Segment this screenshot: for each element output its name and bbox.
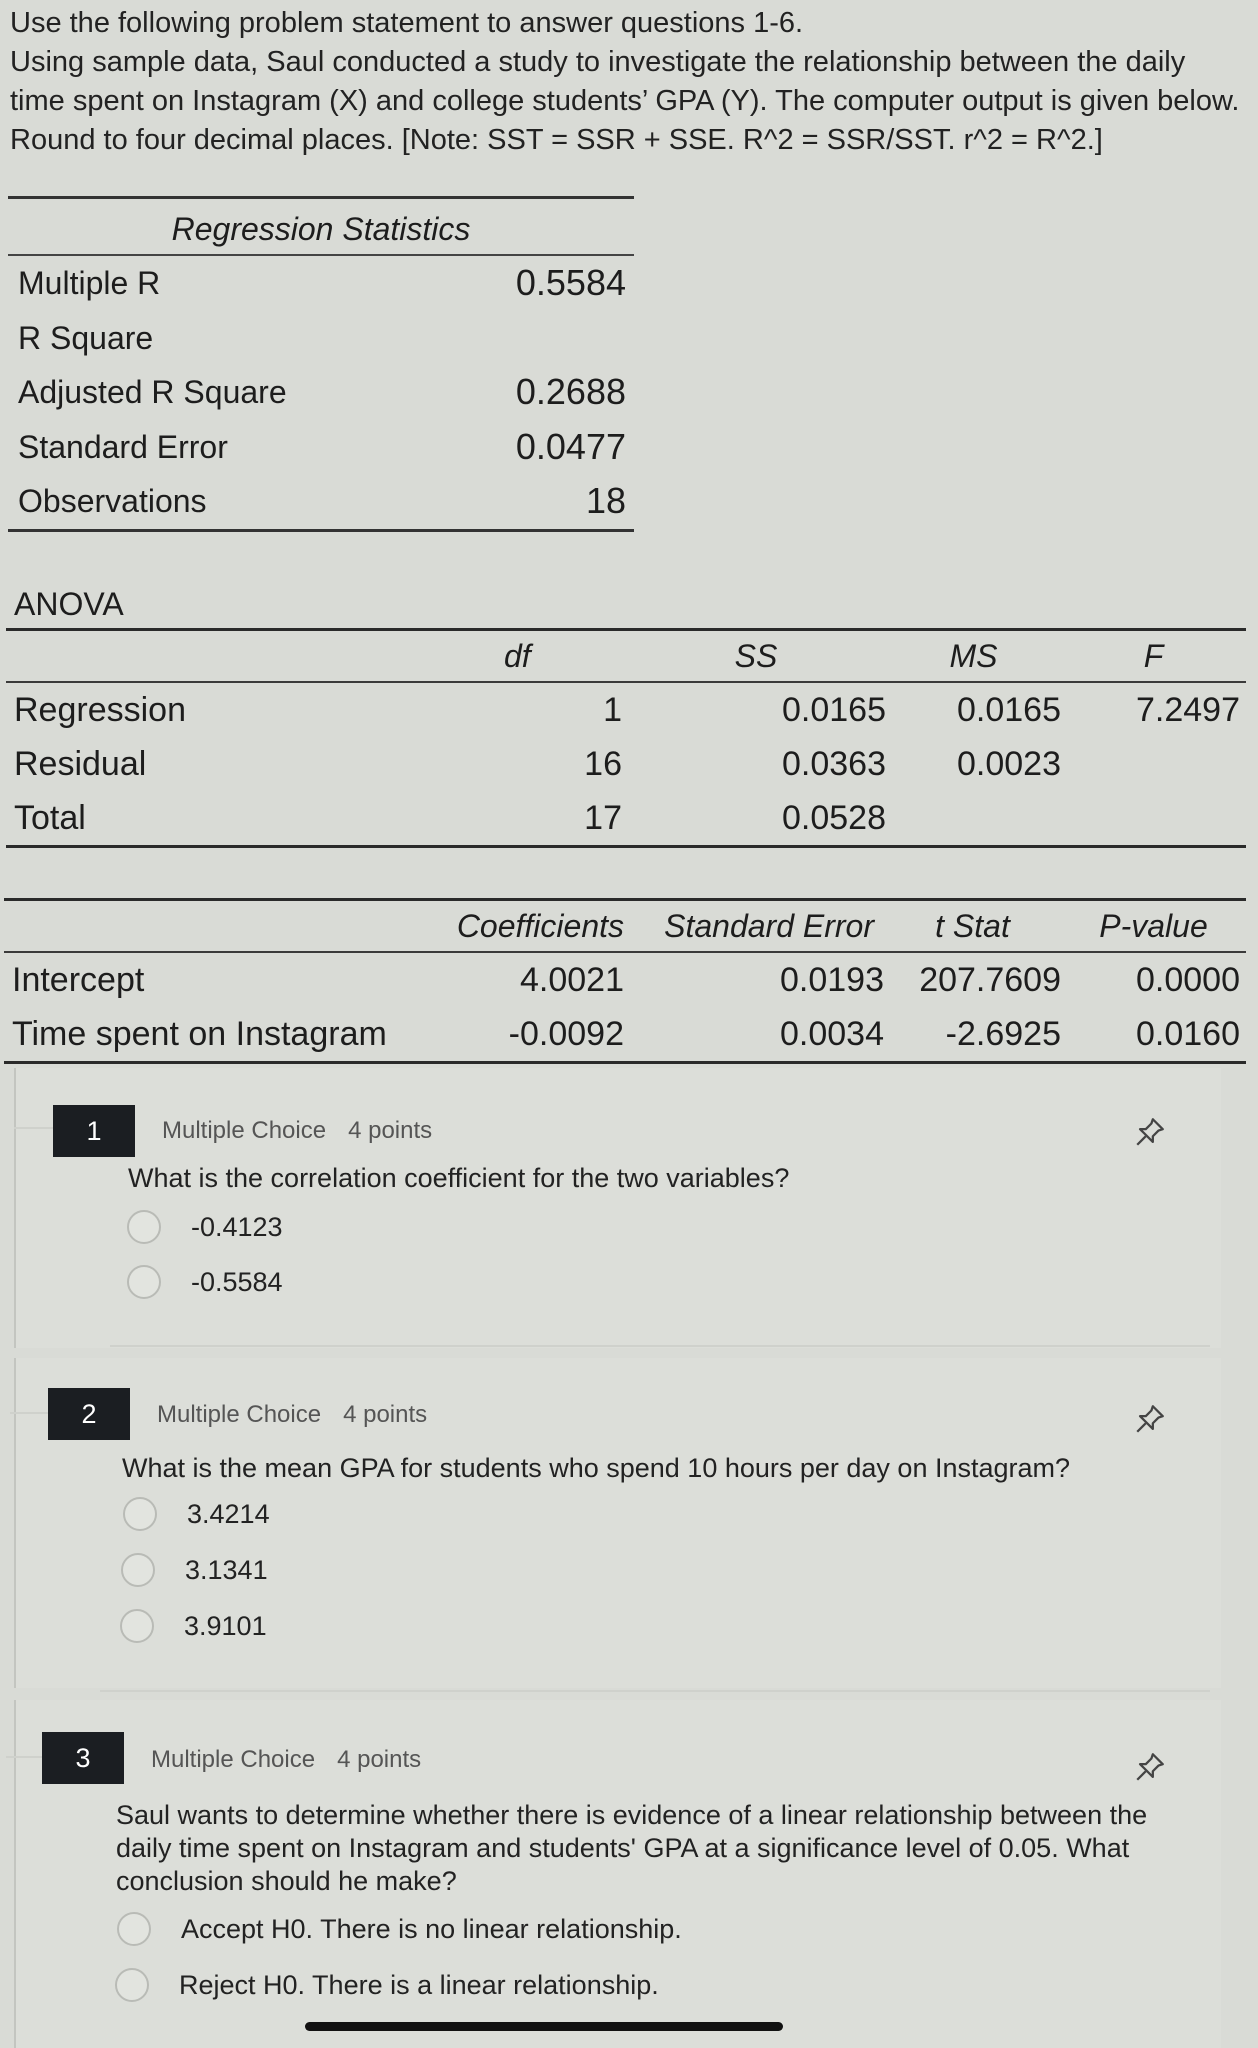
coef-header-coefficients: Coefficients <box>456 907 624 944</box>
answer-option[interactable] <box>115 1968 659 2002</box>
coef-row <box>4 953 1246 1007</box>
stat-row <box>8 365 634 420</box>
intro-line-2: Using sample data, Saul conducted a study to investigate the relationship between the daily <box>10 46 1186 78</box>
radio-button[interactable] <box>117 1912 151 1946</box>
radio-button[interactable] <box>121 1553 155 1587</box>
question-type: Multiple Choice <box>151 1746 316 1773</box>
coef-header-p-value: P-value <box>1099 907 1208 944</box>
question-points: 4 points <box>343 1401 428 1428</box>
anova-row <box>6 791 1246 845</box>
stat-value: 0.2688 <box>515 371 626 412</box>
question-text-2: What is the mean GPA for students who spend 10 hours per day on Instagram? <box>122 1453 1071 1483</box>
radio-button[interactable] <box>123 1497 157 1531</box>
option-label: Accept H0. There is no linear relationship. <box>181 1913 682 1944</box>
option-label: Reject H0. There is a linear relationship. <box>179 1969 659 2000</box>
stat-label: Observations <box>18 483 207 519</box>
anova-ms: 0.0023 <box>957 744 1061 783</box>
regression-statistics-table <box>8 196 634 532</box>
coef-t: 207.7609 <box>919 960 1061 999</box>
question-points: 4 points <box>348 1117 433 1144</box>
coef-t: -2.6925 <box>945 1014 1061 1053</box>
anova-row-label: Total <box>14 798 86 837</box>
question-type: Multiple Choice <box>157 1401 322 1428</box>
question-text-1: What is the correlation coefficient for the two variables? <box>128 1163 790 1193</box>
coef-header-t-stat: t Stat <box>935 907 1010 944</box>
coef-header-standard-error: Standard Error <box>664 907 874 944</box>
stat-label: R Square <box>18 319 154 356</box>
anova-f <box>1061 737 1246 791</box>
radio-button[interactable] <box>127 1265 161 1299</box>
stat-row <box>8 256 634 311</box>
anova-ss: 0.0165 <box>782 690 886 729</box>
question-text-line: Saul wants to determine whether there is evidence of a linear relationship between the <box>116 1800 1148 1830</box>
anova-row <box>6 683 1246 737</box>
anova-header-ss: SS <box>734 637 778 674</box>
card-connector <box>14 1127 54 1129</box>
option-label: 3.1341 <box>185 1554 268 1585</box>
anova-f: 7.2497 <box>1136 690 1240 729</box>
card-connector <box>10 1412 50 1414</box>
radio-button[interactable] <box>115 1968 149 2002</box>
anova-header-ms: MS <box>949 637 998 674</box>
question-number-3: 3 <box>42 1732 124 1784</box>
answer-option[interactable] <box>121 1553 268 1587</box>
anova-df: 16 <box>584 744 622 783</box>
anova-table <box>6 628 1246 848</box>
answer-option[interactable] <box>120 1609 267 1643</box>
anova-f <box>1061 791 1246 845</box>
home-indicator-bar <box>305 2022 783 2031</box>
question-number-2: 2 <box>48 1388 130 1440</box>
answer-option[interactable] <box>127 1265 283 1299</box>
coef-se: 0.0034 <box>780 1014 884 1053</box>
answer-option[interactable] <box>127 1210 283 1244</box>
question-text-line: conclusion should he make? <box>116 1866 457 1896</box>
stat-value: 0.0477 <box>515 425 626 467</box>
stat-label: Standard Error <box>18 428 228 465</box>
anova-ms: 0.0165 <box>957 690 1061 729</box>
coef-row-label: Intercept <box>12 960 145 999</box>
card-connector <box>6 1756 46 1758</box>
anova-ss: 0.0528 <box>782 798 886 837</box>
question-meta-1 <box>162 1117 454 1145</box>
option-label: 3.4214 <box>187 1498 270 1529</box>
stat-value: 0.5584 <box>515 262 626 303</box>
coef-p: 0.0000 <box>1136 960 1240 999</box>
stat-value: 18 <box>585 480 626 521</box>
pin-icon[interactable] <box>1133 1402 1167 1436</box>
radio-button[interactable] <box>120 1609 154 1643</box>
coef-p: 0.0160 <box>1136 1014 1240 1053</box>
question-text-3 <box>116 1799 1147 1898</box>
stat-label: Adjusted R Square <box>18 374 287 410</box>
question-meta-3 <box>151 1746 443 1774</box>
answer-option[interactable] <box>123 1497 270 1531</box>
anova-row-label: Regression <box>14 690 186 729</box>
stat-label: Multiple R <box>18 265 161 301</box>
coef-row-label: Time spent on Instagram <box>12 1014 387 1053</box>
pin-icon[interactable] <box>1133 1750 1167 1784</box>
option-label: -0.4123 <box>191 1211 283 1242</box>
stat-row <box>8 474 634 529</box>
card-divider <box>100 1690 1210 1692</box>
coef-row <box>4 1007 1246 1061</box>
option-label: -0.5584 <box>191 1266 283 1297</box>
option-label: 3.9101 <box>184 1610 267 1641</box>
anova-header-df: df <box>504 637 531 674</box>
question-type: Multiple Choice <box>162 1117 327 1144</box>
anova-header-f: F <box>1143 637 1164 674</box>
question-text-line: daily time spent on Instagram and students' GPA at a significance level of 0.05. What <box>116 1833 1130 1863</box>
anova-row <box>6 737 1246 791</box>
question-number-1: 1 <box>53 1105 135 1157</box>
stat-row <box>8 311 634 366</box>
stat-row <box>8 420 634 475</box>
card-divider <box>110 1345 1210 1347</box>
regression-statistics-title: Regression Statistics <box>8 199 634 256</box>
intro-line-4: Round to four decimal places. [Note: SST = SSR + SSE. R^2 = SSR/SST. r^2 = R^2.] <box>10 124 1103 156</box>
coef-value: 4.0021 <box>520 960 624 999</box>
question-card-1 <box>14 1068 1221 1348</box>
intro-line-1: Use the following problem statement to answer questions 1-6. <box>10 7 804 39</box>
radio-button[interactable] <box>127 1210 161 1244</box>
answer-option[interactable] <box>117 1912 682 1946</box>
coef-se: 0.0193 <box>780 960 884 999</box>
pin-icon[interactable] <box>1133 1115 1167 1149</box>
anova-ms <box>886 791 1061 845</box>
anova-ss: 0.0363 <box>782 744 886 783</box>
anova-row-label: Residual <box>14 744 147 783</box>
intro-line-3: time spent on Instagram (X) and college students’ GPA (Y). The computer output is given below. <box>10 85 1240 117</box>
anova-label: ANOVA <box>14 586 124 622</box>
question-points: 4 points <box>337 1746 422 1773</box>
anova-df: 17 <box>584 798 622 837</box>
problem-statement <box>10 4 1250 160</box>
anova-df: 1 <box>603 690 622 729</box>
question-meta-2 <box>157 1401 449 1429</box>
coefficients-table <box>4 898 1246 1064</box>
coef-value: -0.0092 <box>508 1014 624 1053</box>
